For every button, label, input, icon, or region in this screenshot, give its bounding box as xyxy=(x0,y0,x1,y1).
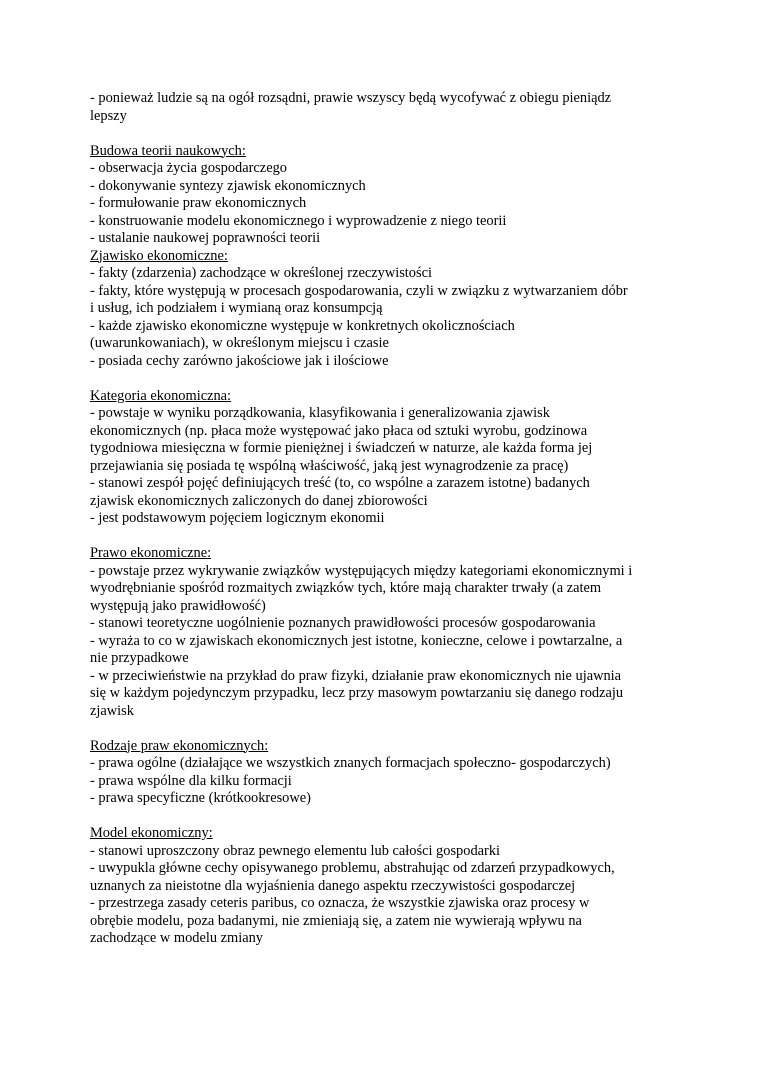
list-item: - powstaje przez wykrywanie związków występujących między kategoriami ekonomicznymi i xyxy=(90,562,633,579)
list-item: - każde zjawisko ekonomiczne występuje w konkretnych okolicznościach xyxy=(90,317,515,334)
list-item: - prawa wspólne dla kilku formacji xyxy=(90,772,292,789)
list-item: - obserwacja życia gospodarczego xyxy=(90,160,287,176)
list-item: - powstaje w wyniku porządkowania, klasyfikowania i generalizowania zjawisk xyxy=(90,405,550,421)
list-item: (uwarunkowaniach), w określonym miejscu i czasie xyxy=(90,335,389,351)
list-item: - uwypukla główne cechy opisywanego problemu, abstrahując od zdarzeń przypadkowych, xyxy=(90,860,615,876)
document-page xyxy=(90,90,680,948)
list-item: - konstruowanie modelu ekonomicznego i wyprowadzenie z niego teorii xyxy=(90,212,507,229)
intro-line: lepszy xyxy=(90,107,127,124)
list-item: obrębie modelu, poza badanymi, nie zmieniają się, a zatem nie wywierają wpływu na xyxy=(90,912,582,929)
section-heading-model: Model ekonomiczny: xyxy=(90,825,213,841)
list-item: - stanowi teoretyczne uogólnienie poznanych prawidłowości procesów gospodarowania xyxy=(90,615,596,631)
section-heading-budowa-teorii: Budowa teorii naukowych: xyxy=(90,142,246,159)
list-item: - fakty (zdarzenia) zachodzące w określonej rzeczywistości xyxy=(90,265,432,281)
paragraph-gap xyxy=(90,808,680,826)
paragraph-gap xyxy=(90,528,680,546)
paragraph-gap xyxy=(90,125,680,143)
list-item: zjawisk ekonomicznych zaliczonych do danej zbiorowości xyxy=(90,492,428,509)
list-item: uznanych za nieistotne dla wyjaśnienia danego aspektu rzeczywistości gospodarczej xyxy=(90,877,576,894)
list-item: - wyraża to co w zjawiskach ekonomicznych jest istotne, konieczne, celowe i powtarzalne, a xyxy=(90,632,623,649)
list-item: wyodrębnianie spośród rozmaitych związków tych, które mają charakter trwały (a zatem xyxy=(90,580,602,596)
list-item: - prawa ogólne (działające we wszystkich znanych formacjach społeczno- gospodarczych) xyxy=(90,755,611,771)
list-item: zjawisk xyxy=(90,702,134,719)
list-item: i usług, ich podziałem i wymianą oraz konsumpcją xyxy=(90,300,383,316)
list-item: - fakty, które występują w procesach gospodarowania, czyli w związku z wytwarzaniem dóbr xyxy=(90,282,628,299)
list-item: ekonomicznych (np. płaca może występować jako płaca od sztuki wyrobu, godzinowa xyxy=(90,422,588,439)
list-item: - posiada cechy zarówno jakościowe jak i ilościowe xyxy=(90,352,389,369)
section-heading-kategoria: Kategoria ekonomiczna: xyxy=(90,387,232,404)
list-item: - stanowi zespół pojęć definiujących treść (to, co wspólne a zarazem istotne) badanych xyxy=(90,475,590,491)
list-item: przejawiania się posiada tę wspólną właściwość, jaką jest wynagrodzenie za pracę) xyxy=(90,457,569,474)
paragraph-gap xyxy=(90,370,680,388)
list-item: - stanowi uproszczony obraz pewnego elementu lub całości gospodarki xyxy=(90,842,501,859)
list-item: - prawa specyficzne (krótkookresowe) xyxy=(90,790,311,806)
section-heading-zjawisko: Zjawisko ekonomiczne: xyxy=(90,247,228,264)
intro-line: - ponieważ ludzie są na ogół rozsądni, prawie wszyscy będą wycofywać z obiegu pieniądz xyxy=(90,90,612,106)
list-item: - dokonywanie syntezy zjawisk ekonomicznych xyxy=(90,177,366,194)
list-item: - jest podstawowym pojęciem logicznym ekonomii xyxy=(90,510,385,526)
section-heading-rodzaje-praw: Rodzaje praw ekonomicznych: xyxy=(90,737,269,754)
list-item: występują jako prawidłowość) xyxy=(90,597,266,614)
list-item: się w każdym pojedynczym przypadku, lecz przy masowym powtarzaniu się danego rodzaju xyxy=(90,685,624,701)
list-item: tygodniowa miesięczna w formie pieniężnej i świadczeń w naturze, ale każda forma jej xyxy=(90,440,593,456)
list-item: zachodzące w modelu zmiany xyxy=(90,930,264,946)
list-item: - przestrzega zasady ceteris paribus, co oznacza, że wszystkie zjawiska oraz procesy w xyxy=(90,895,590,911)
list-item: nie przypadkowe xyxy=(90,650,189,666)
list-item: - formułowanie praw ekonomicznych xyxy=(90,195,307,211)
paragraph-gap xyxy=(90,720,680,738)
section-heading-prawo: Prawo ekonomiczne: xyxy=(90,545,212,561)
list-item: - w przeciwieństwie na przykład do praw fizyki, działanie praw ekonomicznych nie ujawnia xyxy=(90,667,622,684)
list-item: - ustalanie naukowej poprawności teorii xyxy=(90,230,321,246)
